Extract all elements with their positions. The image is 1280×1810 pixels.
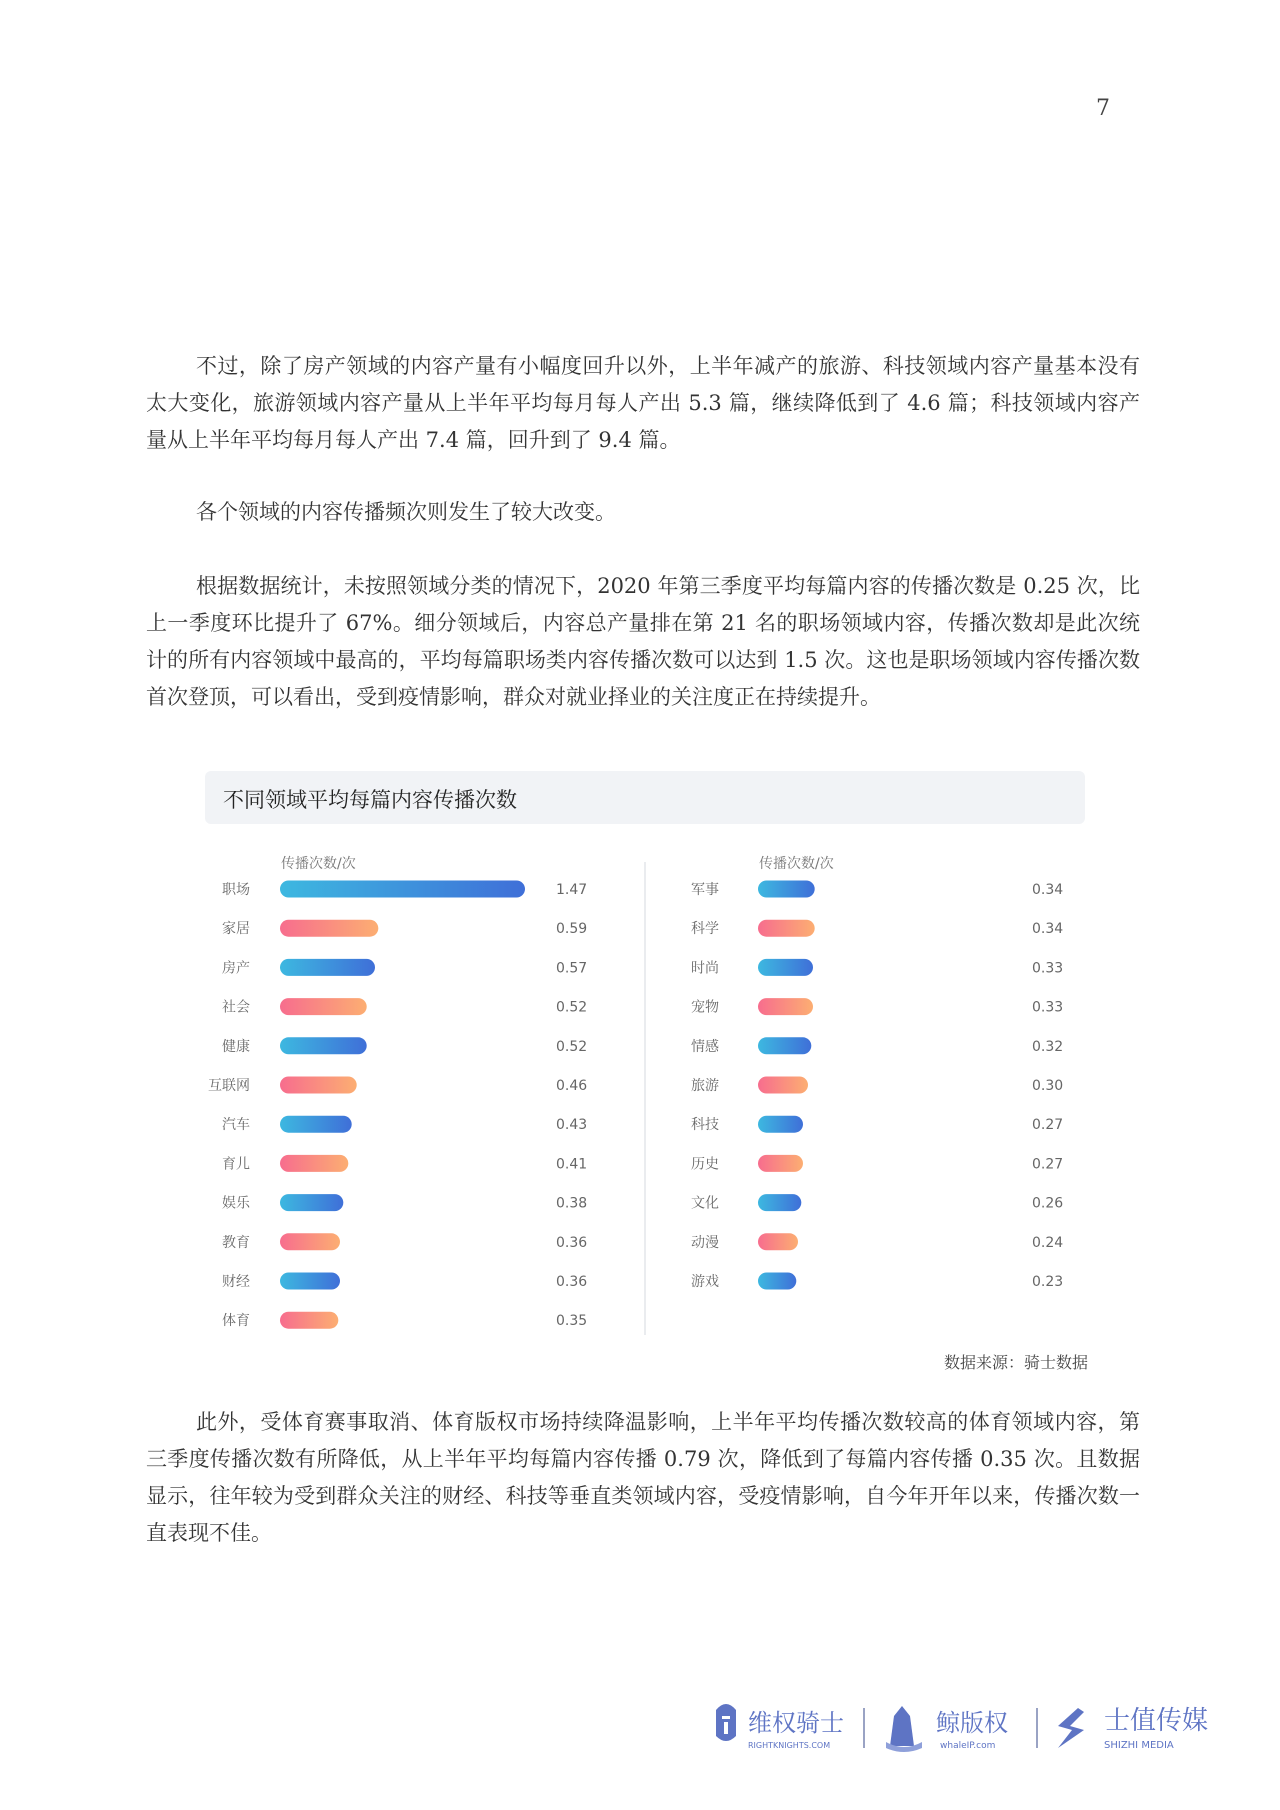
category-label-1-6: 互联网 xyxy=(208,1078,250,1094)
category-label-2-6: 旅游 xyxy=(691,1078,719,1094)
value-label-2-2: 0.34 xyxy=(1032,921,1064,938)
value-label-2-11: 0.23 xyxy=(1032,1274,1064,1290)
logo-2-sub: whaleIP.com xyxy=(940,1741,996,1751)
page-number: 7 xyxy=(1096,96,1110,121)
value-label-2-3: 0.33 xyxy=(1032,960,1064,977)
category-label-2-7: 科技 xyxy=(691,1117,719,1134)
value-label-2-5: 0.32 xyxy=(1032,1038,1064,1055)
value-label-1-4: 0.52 xyxy=(556,999,588,1016)
value-label-1-5: 0.52 xyxy=(556,1038,588,1055)
category-label-2-2: 科学 xyxy=(691,921,719,938)
value-label-1-7: 0.43 xyxy=(556,1117,588,1134)
axis-label-2: 传播次数/次 xyxy=(759,856,834,872)
value-label-2-6: 0.30 xyxy=(1032,1078,1064,1094)
s-mark-icon xyxy=(1058,1708,1084,1748)
value-label-2-1: 0.34 xyxy=(1032,882,1064,898)
value-label-2-8: 0.27 xyxy=(1032,1156,1064,1173)
category-label-1-12: 体育 xyxy=(222,1313,250,1330)
value-label-2-9: 0.26 xyxy=(1032,1195,1064,1212)
category-label-1-3: 房产 xyxy=(222,960,250,977)
paragraph-2: 各个领域的内容传播频次则发生了较大改变。 xyxy=(196,500,616,524)
value-label-1-6: 0.46 xyxy=(556,1078,588,1094)
value-label-1-12: 0.35 xyxy=(556,1313,588,1330)
shizhi-logo xyxy=(1058,1706,1208,1751)
value-label-1-9: 0.38 xyxy=(556,1195,588,1212)
value-label-1-2: 0.59 xyxy=(556,921,588,938)
category-label-1-9: 娱乐 xyxy=(222,1195,250,1212)
whaleip-logo xyxy=(886,1706,1008,1752)
category-label-2-4: 宠物 xyxy=(691,999,719,1016)
paragraph-3: 根据数据统计，未按照领域分类的情况下，2020 年第三季度平均每篇内容的传播次数是 0.25 次，比上一季度环比提升了 67%。细分领域后，内容总产量排在第 21 名的职场领域内容，传播次数却是此次统计的所有内容领域中最高的，平均每篇职场类内容传播次数可以达到 1.5 次。这也是职场领域内容传播次数首次登顶，可以看出，受到疫情影响，群众对就业择业的关注度正在持续提升。 xyxy=(146,574,1140,709)
category-label-2-8: 历史 xyxy=(691,1156,719,1173)
category-label-2-3: 时尚 xyxy=(691,960,719,977)
value-label-2-7: 0.27 xyxy=(1032,1117,1064,1134)
logo-3-sub: SHIZHI MEDIA xyxy=(1104,1740,1174,1751)
value-label-1-3: 0.57 xyxy=(556,960,588,977)
category-label-1-7: 汽车 xyxy=(222,1117,250,1134)
rightknights-logo xyxy=(716,1704,844,1750)
value-label-1-1: 1.47 xyxy=(556,882,588,898)
category-label-1-11: 财经 xyxy=(222,1274,250,1290)
value-label-2-4: 0.33 xyxy=(1032,999,1064,1016)
paragraph-4: 此外，受体育赛事取消、体育版权市场持续降温影响，上半年平均传播次数较高的体育领域内容，第三季度传播次数有所降低，从上半年平均每篇内容传播 0.79 次，降低到了每篇内容传播 0.35 次。且数据显示，往年较为受到群众关注的财经、科技等垂直类领域内容，受疫情影响，自今年开年以来，传播次数一直表现不佳。 xyxy=(146,1410,1140,1545)
paragraph-1: 不过，除了房产领域的内容产量有小幅度回升以外，上半年减产的旅游、科技领域内容产量基本没有太大变化，旅游领域内容产量从上半年平均每月每人产出 5.3 篇，继续降低到了 4.6 篇；科技领域内容产量从上半年平均每月每人产出 7.4 篇，回升到了 9.4 篇。 xyxy=(146,354,1140,452)
value-label-1-8: 0.41 xyxy=(556,1156,588,1173)
logo-2-name: 鲸版权 xyxy=(936,1709,1008,1737)
category-label-2-9: 文化 xyxy=(691,1195,719,1212)
value-label-2-10: 0.24 xyxy=(1032,1234,1064,1251)
category-label-1-1: 职场 xyxy=(222,882,250,898)
value-label-1-10: 0.36 xyxy=(556,1234,588,1251)
axis-label-1: 传播次数/次 xyxy=(281,856,356,872)
chart-title: 不同领域平均每篇内容传播次数 xyxy=(223,788,517,812)
value-label-1-11: 0.36 xyxy=(556,1274,588,1290)
category-label-2-1: 军事 xyxy=(691,882,719,898)
category-label-1-5: 健康 xyxy=(222,1038,250,1055)
chart-source: 数据来源：骑士数据 xyxy=(944,1353,1089,1372)
category-label-1-8: 育儿 xyxy=(222,1156,250,1173)
logo-3-name: 士值传媒 xyxy=(1104,1706,1209,1736)
category-label-1-10: 教育 xyxy=(222,1234,250,1251)
building-icon xyxy=(890,1706,914,1746)
category-label-2-11: 游戏 xyxy=(691,1274,719,1290)
category-label-1-4: 社会 xyxy=(222,999,250,1016)
logo-1-name: 维权骑士 xyxy=(748,1709,844,1737)
category-label-2-10: 动漫 xyxy=(691,1234,719,1251)
category-label-1-2: 家居 xyxy=(222,921,250,938)
category-label-2-5: 情感 xyxy=(691,1038,719,1055)
logo-1-sub: RIGHTKNIGHTS.COM xyxy=(748,1741,831,1750)
